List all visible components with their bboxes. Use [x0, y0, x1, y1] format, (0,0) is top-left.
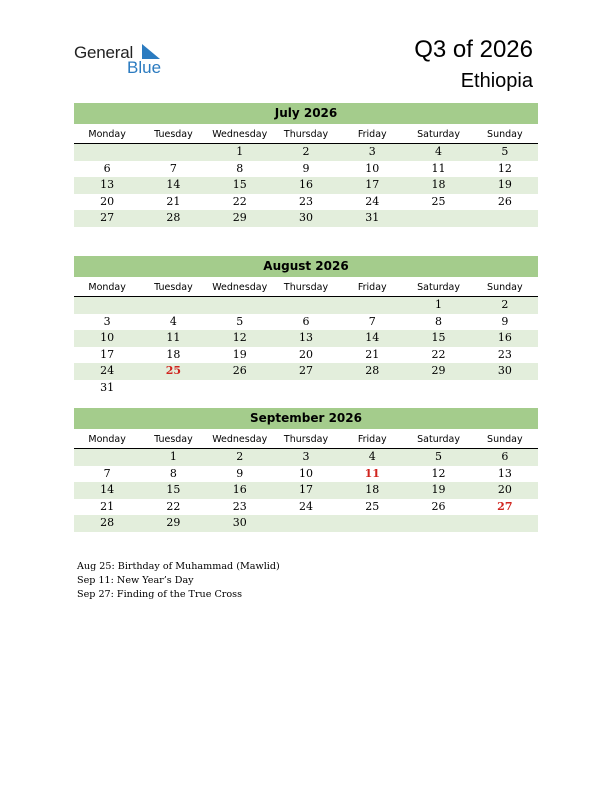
- weekday-header-row: [74, 126, 538, 144]
- day-cell: 17: [298, 483, 313, 497]
- day-cell: 22: [232, 194, 247, 208]
- weekday-label: Saturday: [417, 129, 460, 140]
- day-cell: 22: [166, 499, 181, 513]
- holiday-day-cell: 27: [497, 499, 513, 513]
- day-cell: 27: [298, 364, 313, 378]
- holiday-note: Sep 11: New Year’s Day: [77, 575, 194, 586]
- day-cell: 6: [501, 450, 509, 463]
- logo: [74, 43, 174, 77]
- day-cell: 29: [232, 211, 247, 225]
- day-cell: 26: [431, 499, 446, 513]
- day-cell: [339, 515, 405, 532]
- week-row: [74, 314, 538, 331]
- day-cell: 1: [236, 145, 244, 158]
- day-cell: 28: [166, 211, 181, 225]
- weekday-label: Saturday: [417, 434, 460, 445]
- day-cell: 30: [497, 364, 512, 378]
- day-cell: 30: [298, 211, 313, 225]
- day-cell: 4: [435, 145, 443, 158]
- day-cell: [472, 515, 538, 532]
- day-cell: [405, 380, 471, 397]
- weekday-label: Tuesday: [154, 129, 193, 140]
- day-cell: 5: [236, 314, 244, 328]
- day-cell: 9: [236, 466, 244, 480]
- day-cell: 8: [435, 314, 443, 328]
- day-cell: 3: [368, 145, 376, 158]
- day-cell: 3: [103, 314, 111, 328]
- holiday-note: Sep 27: Finding of the True Cross: [77, 589, 242, 600]
- day-cell: 4: [368, 450, 376, 463]
- weekday-header-row: [74, 279, 538, 297]
- holiday-notes: [77, 560, 280, 602]
- day-cell: 10: [298, 466, 313, 480]
- day-cell: 14: [365, 331, 380, 345]
- day-cell: [207, 380, 273, 397]
- week-row: [74, 194, 538, 211]
- day-cell: 23: [298, 194, 313, 208]
- day-cell: [140, 297, 206, 314]
- day-cell: 2: [501, 298, 509, 311]
- week-row: [74, 482, 538, 499]
- week-row: [74, 297, 538, 314]
- day-cell: [273, 297, 339, 314]
- day-cell: 18: [365, 483, 380, 497]
- week-row: [74, 515, 538, 532]
- day-cell: 17: [100, 347, 115, 361]
- weekday-label: Wednesday: [212, 129, 268, 140]
- day-cell: [273, 380, 339, 397]
- day-cell: 22: [431, 347, 446, 361]
- day-cell: 28: [365, 364, 380, 378]
- day-cell: 8: [236, 161, 244, 175]
- day-cell: 21: [166, 194, 181, 208]
- day-cell: 16: [497, 331, 512, 345]
- week-row: [74, 161, 538, 178]
- day-cell: 10: [100, 331, 115, 345]
- holiday-day-cell: 11: [364, 466, 380, 480]
- day-cell: 14: [100, 483, 115, 497]
- day-cell: 15: [166, 483, 181, 497]
- day-cell: [339, 297, 405, 314]
- weekday-label: Wednesday: [212, 434, 268, 445]
- day-cell: 6: [103, 161, 111, 175]
- page-title: Q3 of 2026: [414, 36, 533, 63]
- day-cell: 9: [501, 314, 509, 328]
- day-cell: 19: [497, 178, 512, 192]
- week-row: [74, 330, 538, 347]
- weekday-label: Monday: [88, 282, 126, 293]
- day-cell: 25: [365, 499, 380, 513]
- day-cell: 15: [431, 331, 446, 345]
- month-august: [74, 256, 538, 397]
- day-cell: 27: [100, 211, 115, 225]
- logo-general-text: General: [74, 43, 134, 62]
- day-cell: 2: [302, 145, 310, 158]
- day-cell: 28: [100, 516, 115, 530]
- day-cell: [472, 210, 538, 227]
- week-row: [74, 363, 538, 380]
- month-july: [74, 103, 538, 227]
- day-cell: 20: [100, 194, 115, 208]
- weekday-label: Friday: [357, 434, 387, 445]
- day-cell: 1: [169, 450, 177, 463]
- weekday-label: Saturday: [417, 282, 460, 293]
- day-cell: 8: [169, 466, 177, 480]
- day-cell: 11: [166, 331, 181, 345]
- page-subtitle: Ethiopia: [460, 70, 533, 92]
- day-cell: [405, 515, 471, 532]
- day-cell: 29: [431, 364, 446, 378]
- weekday-label: Sunday: [487, 434, 523, 445]
- weekday-label: Tuesday: [154, 282, 193, 293]
- holiday-day-cell: 25: [165, 364, 182, 378]
- day-cell: 15: [232, 178, 247, 192]
- weekday-label: Monday: [88, 434, 126, 445]
- day-cell: 31: [100, 380, 115, 394]
- day-cell: 21: [365, 347, 380, 361]
- weekday-label: Wednesday: [212, 282, 268, 293]
- weekday-label: Friday: [357, 282, 387, 293]
- holiday-note: Aug 25: Birthday of Muhammad (Mawlid): [77, 561, 280, 572]
- day-cell: 18: [431, 178, 446, 192]
- weekday-label: Sunday: [487, 129, 523, 140]
- day-cell: 3: [302, 450, 310, 463]
- week-row: [74, 144, 538, 161]
- day-cell: 13: [298, 331, 313, 345]
- weekday-label: Tuesday: [154, 434, 193, 445]
- day-cell: 5: [501, 145, 509, 158]
- day-cell: [472, 380, 538, 397]
- day-cell: 24: [365, 194, 380, 208]
- day-cell: 20: [497, 483, 512, 497]
- day-cell: 6: [302, 314, 310, 328]
- day-cell: 1: [435, 298, 443, 311]
- day-cell: 16: [232, 483, 247, 497]
- logo-blue-text: Blue: [127, 58, 162, 77]
- week-row: [74, 499, 538, 516]
- weekday-label: Thursday: [283, 282, 329, 293]
- day-cell: 12: [497, 161, 512, 175]
- week-row: [74, 466, 538, 483]
- day-cell: 4: [169, 314, 177, 328]
- month-title: July 2026: [74, 103, 538, 124]
- day-cell: 30: [232, 516, 247, 530]
- day-cell: 19: [431, 483, 446, 497]
- week-row: [74, 347, 538, 364]
- day-cell: 23: [497, 347, 512, 361]
- day-cell: 20: [298, 347, 313, 361]
- day-cell: [405, 210, 471, 227]
- week-row: [74, 449, 538, 466]
- weekday-label: Thursday: [283, 434, 329, 445]
- day-cell: 5: [435, 450, 443, 463]
- day-cell: [140, 144, 206, 161]
- day-cell: 24: [100, 364, 115, 378]
- day-cell: 17: [365, 178, 380, 192]
- day-cell: 14: [166, 178, 181, 192]
- day-cell: [74, 297, 140, 314]
- week-row: [74, 177, 538, 194]
- day-cell: [207, 297, 273, 314]
- weekday-label: Thursday: [283, 129, 329, 140]
- day-cell: 23: [232, 499, 247, 513]
- weekday-label: Monday: [88, 129, 126, 140]
- weekday-label: Friday: [357, 129, 387, 140]
- day-cell: 31: [365, 211, 380, 225]
- day-cell: 24: [298, 499, 313, 513]
- day-cell: 13: [497, 466, 512, 480]
- day-cell: 18: [166, 347, 181, 361]
- day-cell: 13: [100, 178, 115, 192]
- day-cell: 7: [368, 314, 376, 328]
- month-september: [74, 408, 538, 532]
- day-cell: 10: [365, 161, 380, 175]
- day-cell: 12: [431, 466, 446, 480]
- day-cell: 21: [100, 499, 115, 513]
- weekday-label: Sunday: [487, 282, 523, 293]
- day-cell: 25: [431, 194, 446, 208]
- week-row: [74, 210, 538, 227]
- day-cell: 9: [302, 161, 310, 175]
- day-cell: 19: [232, 347, 247, 361]
- day-cell: [74, 144, 140, 161]
- week-row: [74, 380, 538, 397]
- day-cell: [140, 380, 206, 397]
- day-cell: 7: [169, 161, 177, 175]
- day-cell: 26: [232, 364, 247, 378]
- day-cell: 29: [166, 516, 181, 530]
- month-title: August 2026: [74, 256, 538, 277]
- day-cell: 12: [232, 331, 247, 345]
- day-cell: [74, 449, 140, 466]
- month-title: September 2026: [74, 408, 538, 429]
- day-cell: 7: [103, 466, 111, 480]
- day-cell: 16: [298, 178, 313, 192]
- day-cell: 2: [236, 450, 244, 463]
- weekday-header-row: [74, 431, 538, 449]
- day-cell: 26: [497, 194, 512, 208]
- day-cell: 11: [431, 161, 446, 175]
- day-cell: [339, 380, 405, 397]
- day-cell: [273, 515, 339, 532]
